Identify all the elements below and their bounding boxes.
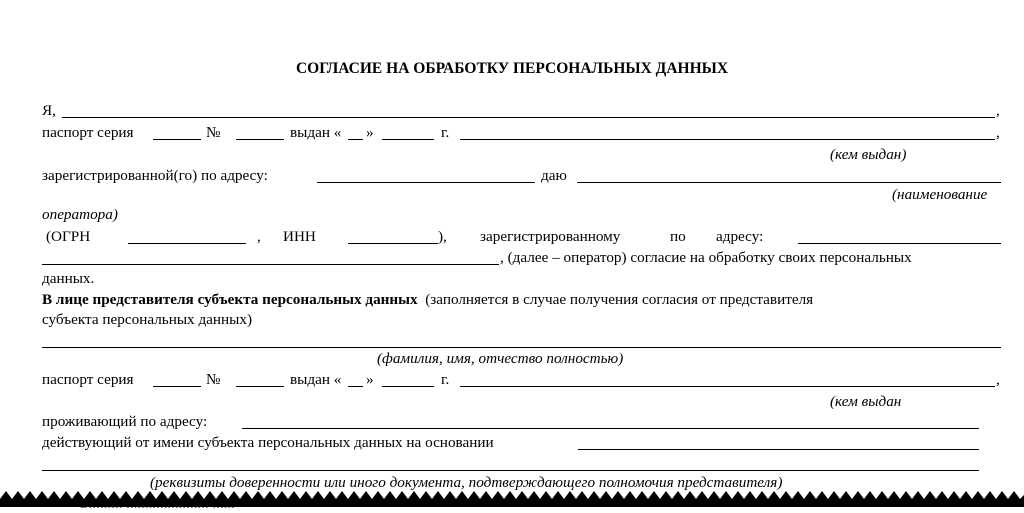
- hint-operator-name-cont: оператора): [42, 206, 118, 223]
- issued2-day-blank[interactable]: [348, 386, 363, 387]
- issued2-quote-close: »: [366, 371, 374, 388]
- representative-bold: В лице представителя субъекта персональных данных: [42, 291, 418, 308]
- inn-close: ),: [438, 228, 447, 245]
- registered-address-label: зарегистрированной(го) по адресу:: [42, 167, 268, 184]
- year-label: г.: [441, 124, 450, 141]
- residing-label: проживающий по адресу:: [42, 413, 208, 430]
- representative-fio-blank[interactable]: [42, 347, 1001, 348]
- representative-note-cont: субъекта персональных данных): [42, 311, 253, 328]
- representative-line: [42, 291, 813, 309]
- ogrn-comma: ,: [257, 228, 261, 245]
- acting-label: действующий от имени субъекта персональных данных на основании: [42, 434, 494, 451]
- passport2-number-blank[interactable]: [236, 386, 284, 387]
- passport-number-blank[interactable]: [236, 139, 284, 140]
- registered-address-blank[interactable]: [317, 182, 535, 183]
- torn-edge-decoration: [0, 487, 1024, 507]
- issued-day-blank[interactable]: [348, 139, 363, 140]
- hint-issued-by-2: (кем выдан: [830, 393, 902, 410]
- year2-label: г.: [441, 371, 450, 388]
- passport2-series-blank[interactable]: [153, 386, 201, 387]
- passport2-line-comma: ,: [996, 371, 1000, 388]
- consent-text: , (далее – оператор) согласие на обработку своих персональных: [500, 249, 912, 266]
- i-label: Я,: [42, 102, 56, 119]
- hint-issued-by: (кем выдан): [830, 146, 907, 163]
- hint-requisites: (реквизиты доверенности или иного документа, подтверждающего полномочия представителя): [150, 474, 783, 491]
- passport2-number-label: №: [206, 371, 221, 388]
- po-word: по: [670, 228, 686, 245]
- hint-operator-name: (наименование: [892, 186, 988, 203]
- data-word: данных.: [42, 270, 95, 287]
- ogrn-blank[interactable]: [128, 243, 246, 244]
- passport2-series-label: паспорт серия: [42, 371, 134, 388]
- issued-label: выдан «: [290, 124, 342, 141]
- issued-by-blank[interactable]: [460, 139, 995, 140]
- passport-number-label: №: [206, 124, 221, 141]
- passport-line-comma: ,: [996, 124, 1000, 141]
- address-word: адресу:: [716, 228, 764, 245]
- issued-quote-close: »: [366, 124, 374, 141]
- hint-fio: (фамилия, имя, отчество полностью): [377, 350, 624, 367]
- line1-comma: ,: [996, 102, 1000, 119]
- issued2-month-blank[interactable]: [382, 386, 434, 387]
- operator-address-blank-2[interactable]: [42, 264, 499, 265]
- issued2-by-blank[interactable]: [460, 386, 995, 387]
- full-name-blank[interactable]: [62, 117, 995, 118]
- ogrn-label: (ОГРН: [46, 228, 91, 245]
- issued-month-blank[interactable]: [382, 139, 434, 140]
- operator-name-blank[interactable]: [577, 182, 1001, 183]
- residing-address-blank[interactable]: [242, 428, 979, 429]
- registered-word: зарегистрированному: [480, 228, 621, 245]
- acting-basis-blank[interactable]: [578, 449, 979, 450]
- representative-note: (заполняется в случае получения согласия от представителя: [425, 291, 814, 308]
- passport-series-blank[interactable]: [153, 139, 201, 140]
- operator-address-blank[interactable]: [798, 243, 1001, 244]
- inn-blank[interactable]: [348, 243, 438, 244]
- inn-label: ИНН: [283, 228, 316, 245]
- passport-series-label: паспорт серия: [42, 124, 134, 141]
- give-label: даю: [541, 167, 567, 184]
- issued2-label: выдан «: [290, 371, 342, 388]
- document-title: СОГЛАСИЕ НА ОБРАБОТКУ ПЕРСОНАЛЬНЫХ ДАННЫХ: [295, 60, 729, 77]
- requisites-blank[interactable]: [42, 470, 979, 471]
